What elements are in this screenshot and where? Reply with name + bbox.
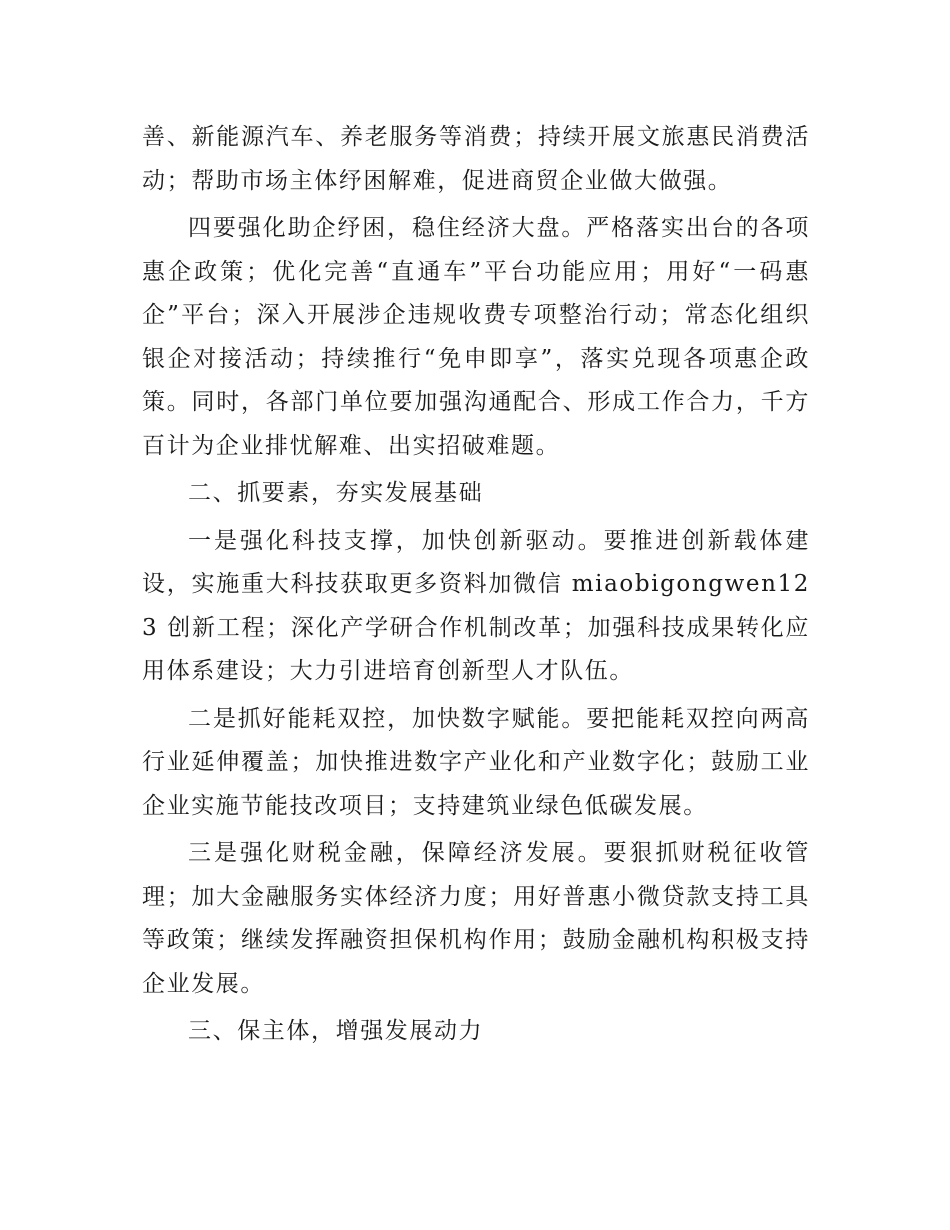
paragraph-enterprise-relief: 四要强化助企纾困，稳住经济大盘。严格落实出台的各项惠企政策；优化完善“直通车”平台功能应用；用好“一码惠企”平台；深入开展涉企违规收费专项整治行动；常态化组织银企对接活动；持续推行“免申即享”，落实兑现各项惠企政策。同时，各部门单位要加强沟通配合、形成工作合力，千方百计为企业排忧解难、出实招破难题。 — [142, 215, 810, 459]
paragraph-finance-tax: 三是强化财税金融，保障经济发展。要狠抓财税征收管理；加大金融服务实体经济力度；用好普惠小微贷款支持工具等政策；继续发挥融资担保机构作用；鼓励金融机构积极支持企业发展。 — [142, 840, 810, 997]
paragraph-energy-control: 二是抓好能耗双控，加快数字赋能。要把能耗双控向两高行业延伸覆盖；加快推进数字产业化和产业数字化；鼓励工业企业实施节能技改项目；支持建筑业绿色低碳发展。 — [142, 705, 810, 819]
paragraph-consumption-end: 善、新能源汽车、养老服务等消费；持续开展文旅惠民消费活动；帮助市场主体纾困解难，促进商贸企业做大做强。 — [142, 124, 810, 194]
paragraph-tech-support: 一是强化科技支撑，加快创新驱动。要推进创新载体建设，实施重大科技获取更多资料加微信 miaobigongwen123 创新工程；深化产学研合作机制改革；加强科技成果转化应用体系建设；大力引进培育创新型人才队伍。 — [142, 527, 810, 684]
document-body — [142, 116, 810, 1058]
section-heading-factors: 二、抓要素，夯实发展基础 — [188, 480, 484, 506]
section-heading-market-entities: 三、保主体，增强发展动力 — [188, 1018, 484, 1044]
